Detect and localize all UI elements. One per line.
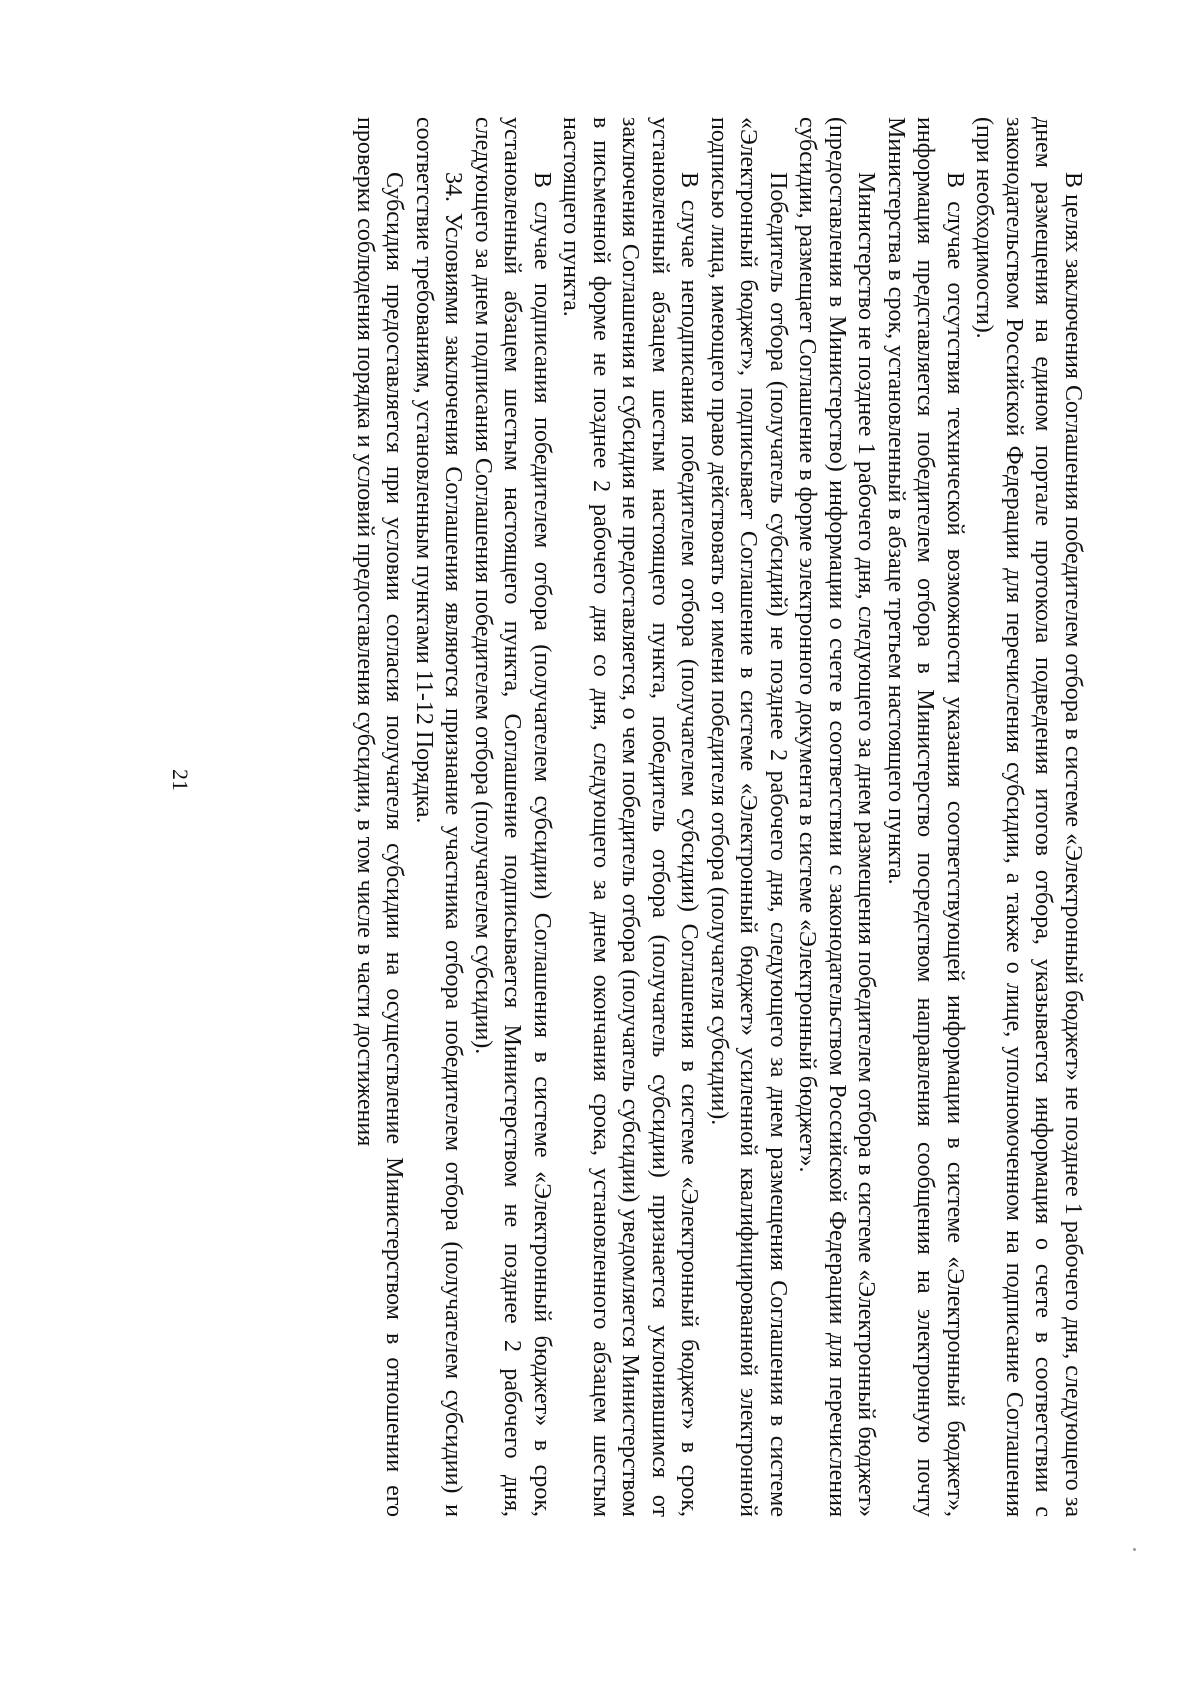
paragraph-no-technical-possibility: В случае отсутствия технической возможности указания соответствующей информации в системе «Электронный бюджет», информация представляется победителем отбора в Министерство посредством направления сообщения на электронную почту Министерства в срок, установленный в абзаце третьем настоящего пункта. bbox=[883, 117, 968, 1517]
page-number: 21 bbox=[168, 769, 193, 791]
paragraph-not-signed: В случае неподписания победителем отбора (получателем субсидии) Соглашения в системе «Электронный бюджет» в срок, установленный абзацем шестым настоящего пункта, победитель отбора (получатель субсидии) признается уклонившимся от заключения Соглашения и субсидия не предоставляется, о чем победитель отбора (получатель субсидии) уведомляется Министерством в письменной форме не позднее 2 рабочего дня со дня, следующего за днем окончания срока, установленного абзацем шестым настоящего пункта. bbox=[558, 117, 703, 1517]
document-body bbox=[350, 117, 1088, 1517]
paragraph-ministry-posts-agreement: Министерство не позднее 1 рабочего дня, следующего за днем размещения победителем отбора в системе «Электронный бюджет» (предоставления в Министерство) информации о счете в соответствии с законодательством Российской Федерации для перечисления субсидии, размещает Соглашение в форме электронного документа в системе «Электронный бюджет». bbox=[794, 117, 880, 1517]
paragraph-winner-signs: Победитель отбора (получатель субсидий) не позднее 2 рабочего дня, следующего за днем размещения Соглашения в системе «Электронный бюджет», подписывает Соглашение в системе «Электронный бюджет» усиленной квалифицированной электронной подписью лица, имеющего право действовать от имени победителя отбора (получателя субсидии). bbox=[706, 117, 791, 1517]
scan-artifact-dot bbox=[1133, 1548, 1136, 1551]
paragraph-subsidy-condition: Субсидия предоставляется при условии согласия получателя субсидии на осуществление Министерством в отношении его проверки соблюдения порядка и условий предоставления субсидии, в том числе в части достижения bbox=[352, 117, 408, 1517]
paragraph-signed: В случае подписания победителем отбора (получателем субсидии) Соглашения в системе «Электронный бюджет» в срок, установленный абзацем шестым настоящего пункта, Соглашение подписывается Министерством не позднее 2 рабочего дня, следующего за днем подписания Соглашения победителем отбора (получателем субсидии). bbox=[470, 117, 555, 1517]
paragraph-point-34: 34. Условиями заключения Соглашения являются признание участника отбора победителем отбора (получателем субсидии) и соответствие требованиям, установленным пунктами 11-12 Порядка. bbox=[411, 117, 467, 1517]
paragraph-agreement-purpose: В целях заключения Соглашения победителем отбора в системе «Электронный бюджет» не позднее 1 рабочего дня, следующего за днем размещения на едином портале протокола подведения итогов отбора, указывается информация о счете в соответствии с законодательством Российской Федерации для перечисления субсидии, а также о лице, уполномоченном на подписание Соглашения (при необходимости). bbox=[971, 117, 1086, 1517]
